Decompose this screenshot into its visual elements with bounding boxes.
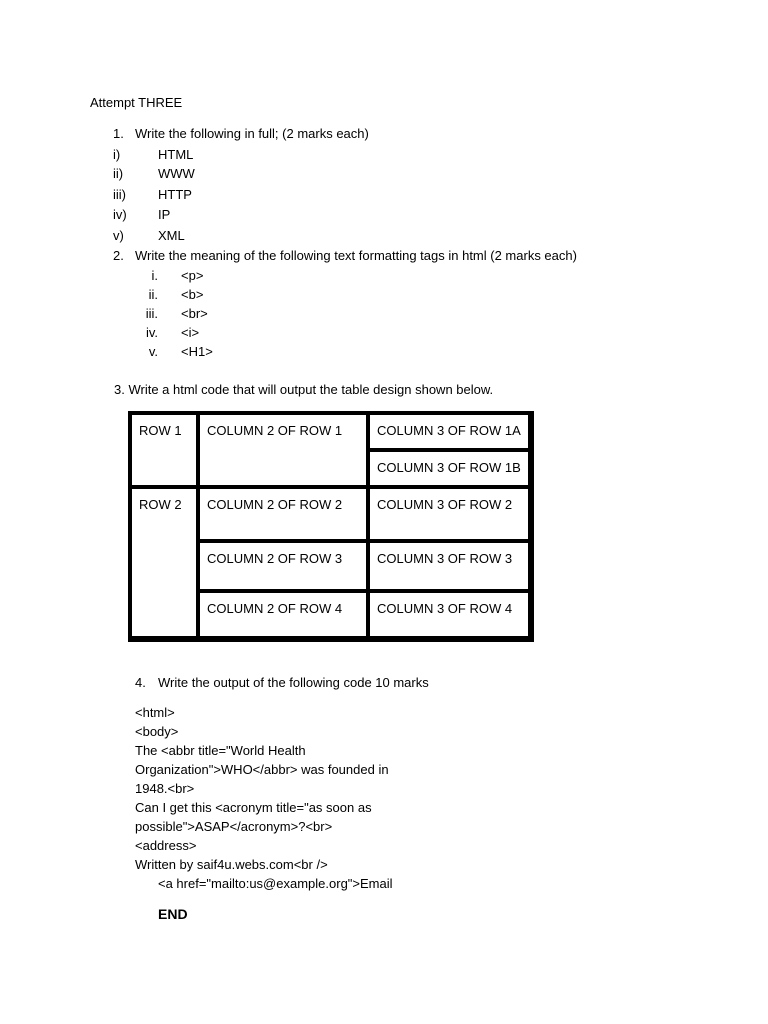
table-cell-c2r2	[200, 489, 366, 539]
code-line: possible">ASAP</acronym>?<br>	[135, 819, 333, 834]
end-label: END	[158, 906, 188, 922]
q2-item-marker: iii.	[145, 306, 158, 321]
q2-item-text: <p>	[181, 268, 204, 283]
q1-item-marker: iii)	[113, 187, 126, 202]
table-cell-text: ROW 2	[139, 497, 182, 512]
q2-number: 2.	[113, 248, 124, 263]
table-cell-c3r2	[370, 489, 528, 539]
table-cell-text: COLUMN 2 OF ROW 3	[207, 551, 343, 566]
table-cell-row1	[132, 415, 196, 485]
q2-item-text: <i>	[181, 325, 200, 340]
table-cell-c3r4	[370, 593, 528, 636]
q4-number: 4.	[135, 675, 146, 690]
table-cell-c2r4	[200, 593, 366, 636]
table-cell-text: COLUMN 3 OF ROW 1A	[377, 423, 521, 438]
q4-text: Write the output of the following code 10 marks	[158, 675, 429, 690]
table-design	[128, 411, 534, 642]
q1-text: Write the following in full; (2 marks each)	[135, 126, 369, 141]
q1-item-text: HTTP	[158, 187, 192, 202]
code-line: <a href="mailto:us@example.org">Email	[158, 876, 393, 891]
q1-item-text: XML	[158, 228, 185, 243]
code-line: The <abbr title="World Health	[135, 743, 306, 758]
q2-item-marker: ii.	[148, 287, 158, 302]
q1-item-text: HTML	[158, 147, 194, 162]
table-cell-c3r3	[370, 543, 528, 589]
q1-number: 1.	[113, 126, 124, 141]
q2-item-marker: iv.	[145, 325, 158, 340]
code-line: <address>	[135, 838, 197, 853]
q2-item-text: <br>	[181, 306, 208, 321]
table-cell-text: ROW 1	[139, 423, 182, 438]
q3-text: 3. Write a html code that will output the table design shown below.	[114, 382, 494, 397]
code-line: 1948.<br>	[135, 781, 195, 796]
table-cell-text: COLUMN 2 OF ROW 4	[207, 601, 343, 616]
q1-item-marker: iv)	[113, 207, 127, 222]
table-cell-text: COLUMN 3 OF ROW 3	[377, 551, 513, 566]
q2-item-text: <b>	[181, 287, 204, 302]
code-line: <body>	[135, 724, 179, 739]
table-cell-text: COLUMN 3 OF ROW 4	[377, 601, 513, 616]
q2-item-marker: v.	[148, 344, 158, 359]
q1-item-text: IP	[158, 207, 171, 222]
table-cell-c2r3	[200, 543, 366, 589]
table-cell-c3r1a	[370, 415, 528, 448]
table-cell-text: COLUMN 2 OF ROW 2	[207, 497, 343, 512]
code-line: Can I get this <acronym title="as soon as	[135, 800, 372, 815]
code-line: Organization">WHO</abbr> was founded in	[135, 762, 389, 777]
code-line: <html>	[135, 705, 175, 720]
code-line: Written by saif4u.webs.com<br />	[135, 857, 328, 872]
table-cell-text: COLUMN 3 OF ROW 1B	[377, 460, 521, 475]
table-cell-c2r1	[200, 415, 366, 485]
table-cell-c3r1b	[370, 452, 528, 485]
table-cell-text: COLUMN 3 OF ROW 2	[377, 497, 513, 512]
q2-item-text: <H1>	[181, 344, 213, 359]
q1-item-marker: i)	[113, 147, 121, 162]
table-cell-text: COLUMN 2 OF ROW 1	[207, 423, 343, 438]
q2-item-marker: i.	[151, 268, 158, 283]
page-heading: Attempt THREE	[90, 95, 183, 110]
table-cell-row2	[132, 489, 196, 636]
q1-item-marker: ii)	[113, 166, 124, 181]
q2-text: Write the meaning of the following text formatting tags in html (2 marks each)	[135, 248, 577, 263]
q1-item-marker: v)	[113, 228, 124, 243]
q1-item-text: WWW	[158, 166, 195, 181]
